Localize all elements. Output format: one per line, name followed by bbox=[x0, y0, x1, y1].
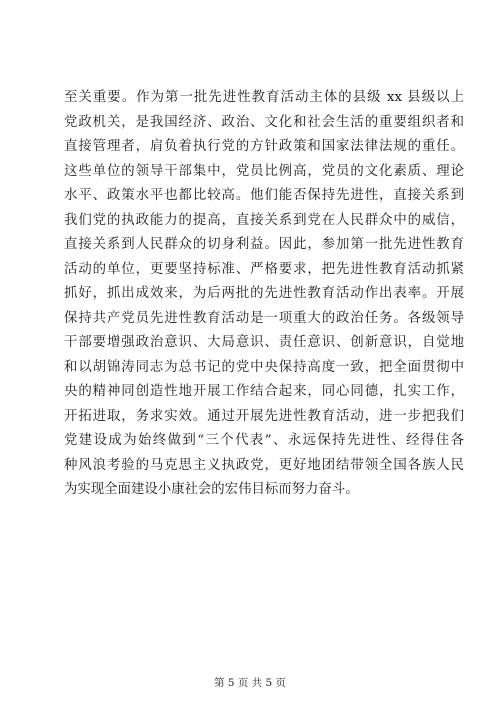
text-line: 保持共产党员先进性教育活动是一项重大的政治任务。各级领导 bbox=[64, 310, 464, 326]
text-line: 为实现全面建设小康社会的宏伟目标而努力奋斗。 bbox=[64, 482, 359, 497]
text-line: 干部要增强政治意识、大局意识、责任意识、创新意识，自觉地 bbox=[64, 335, 464, 350]
page-number-label: 第 5 页 共 5 页 bbox=[213, 677, 287, 689]
text-line: 和以胡锦涛同志为总书记的党中央保持高度一致，把全面贯彻中 bbox=[64, 359, 464, 375]
text-line: 抓好，抓出成效来，为后两批的先进性教育活动作出表率。开展 bbox=[64, 286, 464, 301]
text-line: 我们党的执政能力的提高，直接关系到党在人民群众中的威信， bbox=[64, 212, 464, 228]
body-paragraph bbox=[64, 86, 464, 503]
text-line: 央的精神同创造性地开展工作结合起来，同心同德，扎实工作， bbox=[64, 384, 464, 399]
text-line: 党建设成为始终做到“三个代表”、永远保持先进性、经得住各 bbox=[64, 433, 464, 448]
text-line: 党政机关，是我国经济、政治、文化和社会生活的重要组织者和 bbox=[64, 114, 464, 130]
text-line: 水平、政策水平也都比较高。他们能否保持先进性，直接关系到 bbox=[64, 188, 464, 203]
text-line: 种风浪考验的马克思主义执政党，更好地团结带领全国各族人民 bbox=[64, 457, 464, 473]
text-line: 直接管理者，肩负着执行党的方针政策和国家法律法规的重任。 bbox=[64, 139, 464, 154]
text-line: 这些单位的领导干部集中，党员比例高，党员的文化素质、理论 bbox=[64, 163, 464, 179]
page-footer bbox=[0, 676, 500, 690]
text-line: 活动的单位，更要坚持标准、严格要求，把先进性教育活动抓紧 bbox=[64, 261, 464, 277]
text-line: 至关重要。作为第一批先进性教育活动主体的县级 xx 县级以上 bbox=[64, 90, 464, 105]
text-line: 直接关系到人民群众的切身利益。因此，参加第一批先进性教育 bbox=[64, 237, 464, 252]
text-line: 开拓进取，务求实效。通过开展先进性教育活动，进一步把我们 bbox=[64, 408, 464, 424]
